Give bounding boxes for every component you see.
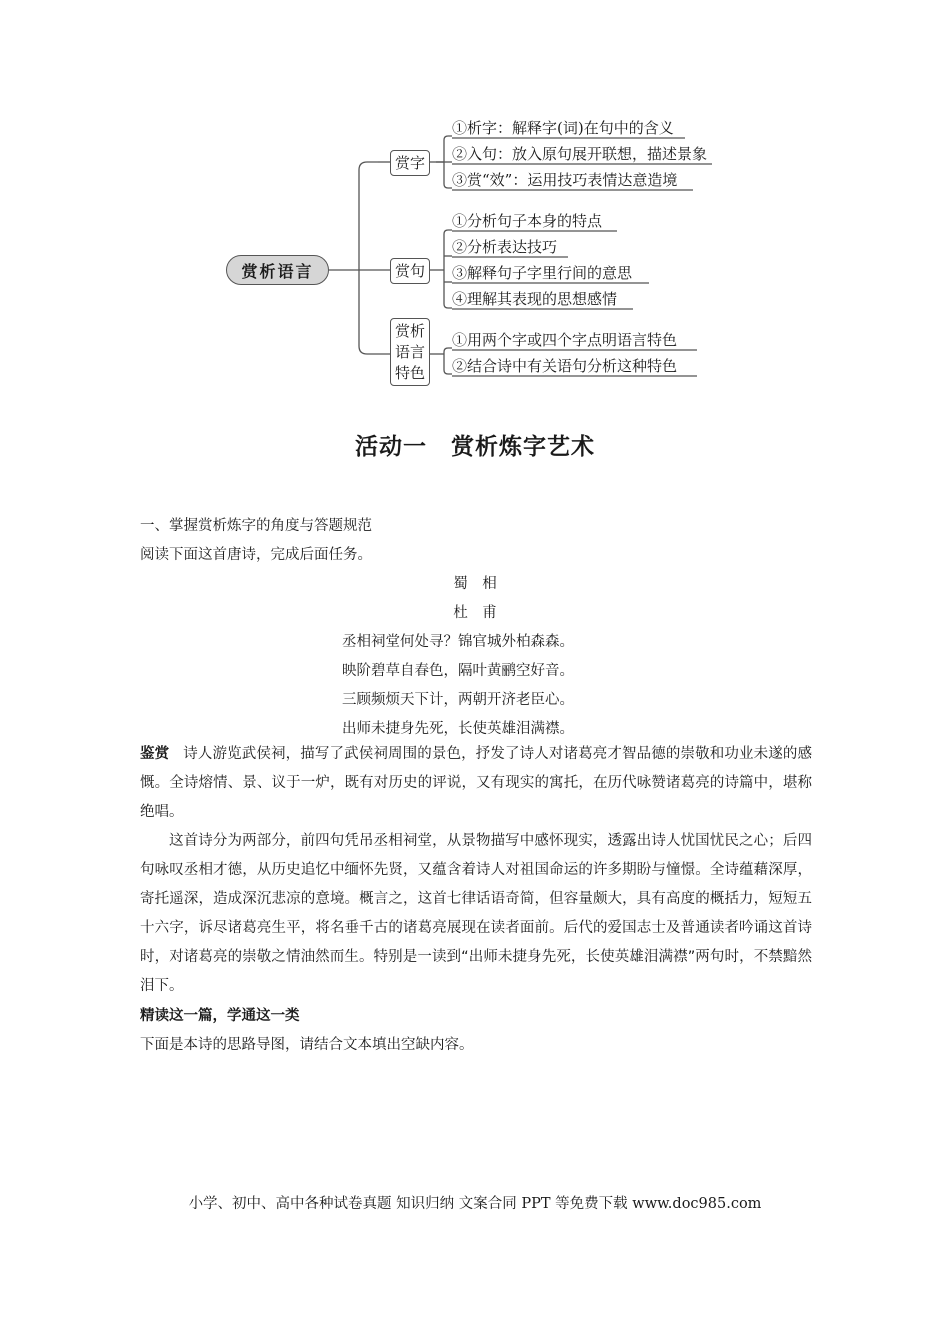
appreciation-label: 鉴赏 bbox=[140, 746, 170, 762]
appreciation-paragraph bbox=[140, 740, 812, 827]
poem-line-1: 丞相祠堂何处寻？锦官城外柏森森。 bbox=[342, 634, 574, 650]
mindmap-leaf-2-2: ②分析表达技巧 bbox=[452, 238, 558, 256]
mindmap-leaf-2-4: ④理解其表现的思想感情 bbox=[452, 290, 618, 308]
mindmap-leaf-3-1: ①用两个字或四个字点明语言特色 bbox=[452, 331, 678, 349]
activity-title: 活动一 赏析炼字艺术 bbox=[355, 434, 595, 460]
mindmap-leaf-1-3: ③赏“效”：运用技巧表情达意造境 bbox=[452, 171, 678, 189]
mindmap-branch-tese bbox=[390, 318, 430, 386]
mindmap-branch-shangju: 赏句 bbox=[390, 258, 430, 284]
poem-title: 蜀 相 bbox=[453, 576, 497, 592]
poem-line-3: 三顾频烦天下计，两朝开济老臣心。 bbox=[342, 692, 574, 708]
mindmap-leaf-1-1: ①析字：解释字(词)在句中的含义 bbox=[452, 119, 674, 137]
page-footer: 小学、初中、高中各种试卷真题 知识归纳 文案合同 PPT 等免费下载 www.doc985.com bbox=[188, 1196, 762, 1212]
poem-line-2: 映阶碧草自春色，隔叶黄鹂空好音。 bbox=[342, 663, 574, 679]
mindmap-leaf-2-3: ③解释句子字里行间的意思 bbox=[452, 264, 633, 282]
mindmap-leaf-2-1: ①分析句子本身的特点 bbox=[452, 212, 603, 230]
subheading: 精读这一篇，学通这一类 bbox=[140, 1008, 300, 1024]
branch-tese-line-3: 特色 bbox=[394, 363, 425, 382]
section-heading: 一、掌握赏析炼字的角度与答题规范 bbox=[140, 518, 372, 534]
mindmap-branch-shangzi: 赏字 bbox=[390, 150, 430, 176]
appreciation-text: 诗人游览武侯祠，描写了武侯祠周围的景色，抒发了诗人对诸葛亮才智品德的崇敬和功业未遂的感慨。全诗熔情、景、议于一炉，既有对历史的评说，又有现实的寓托，在历代咏赞诸葛亮的诗篇中，堪称绝唱。 bbox=[140, 746, 812, 820]
mindmap-leaf-3-2: ②结合诗中有关语句分析这种特色 bbox=[452, 357, 678, 375]
mindmap-root: 赏析语言 bbox=[226, 255, 329, 285]
poem-line-4: 出师未捷身先死，长使英雄泪满襟。 bbox=[342, 721, 574, 737]
analysis-paragraph: 这首诗分为两部分，前四句凭吊丞相祠堂，从景物描写中感怀现实，透露出诗人忧国忧民之心；后四句咏叹丞相才德，从历史追忆中缅怀先贤，又蕴含着诗人对祖国命运的许多期盼与憧憬。全诗蕴藉深厚，寄托遥深，造成深沉悲凉的意境。概言之，这首七律话语奇简，但容量颇大，具有高度的概括力，短短五十六字，诉尽诸葛亮生平，将名垂千古的诸葛亮展现在读者面前。后代的爱国志士及普通读者吟诵这首诗时，对诸葛亮的崇敬之情油然而生。特别是一读到“出师未捷身先死，长使英雄泪满襟”两句时，不禁黯然泪下。 bbox=[140, 833, 812, 994]
task-text: 下面是本诗的思路导图，请结合文本填出空缺内容。 bbox=[140, 1037, 474, 1053]
branch-tese-line-1: 赏析 bbox=[394, 321, 425, 340]
poem-author: 杜 甫 bbox=[453, 605, 497, 621]
branch-tese-line-2: 语言 bbox=[394, 342, 425, 361]
mindmap-leaf-1-2: ②入句：放入原句展开联想，描述景象 bbox=[452, 145, 708, 163]
instruction-text: 阅读下面这首唐诗，完成后面任务。 bbox=[140, 547, 372, 563]
